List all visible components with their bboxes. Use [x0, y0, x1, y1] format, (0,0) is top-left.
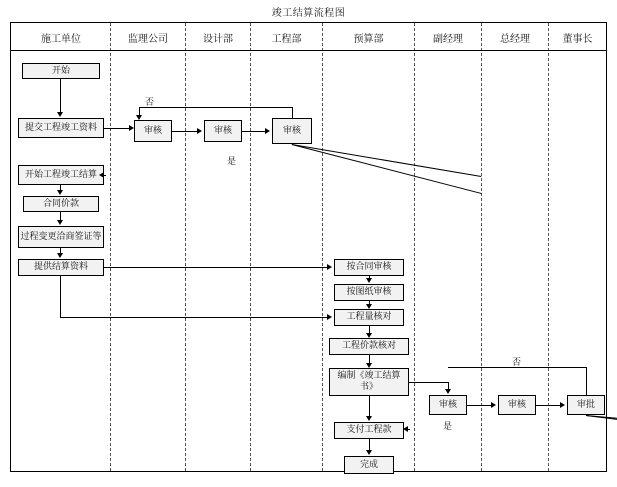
edge-prepare-down-vice	[448, 382, 449, 389]
edge-start-to-submit	[60, 79, 61, 113]
arrowhead-general-to-chairman	[560, 402, 565, 408]
arrowhead-change-to-provide	[57, 253, 63, 258]
edge-label-yes-top: 是	[227, 157, 237, 167]
node-provide-settlement-docs[interactable]: 提供结算资料	[18, 259, 104, 276]
arrowhead-yes-to-settlement	[99, 172, 104, 178]
arrowhead-quantity-to-price	[366, 333, 372, 338]
column-separator-7	[548, 23, 549, 471]
node-review-by-contract[interactable]: 按合同审核	[334, 259, 404, 276]
edge-no-up-bottom	[586, 367, 587, 395]
edge-yes-to-settlement	[104, 175, 106, 176]
node-review-supervision[interactable]: 审核	[134, 120, 172, 142]
column-header-construction-unit: 施工单位	[41, 34, 81, 45]
edge-prepare-to-vice-manager	[409, 382, 448, 383]
column-header-engineering-dept: 工程部	[271, 34, 302, 45]
edge-vice-to-general	[467, 405, 492, 406]
node-price-check[interactable]: 工程价款核对	[329, 338, 409, 355]
edge-yes-diagonal-lower	[292, 144, 482, 194]
arrowhead-supervision-to-design	[197, 128, 202, 134]
node-start-settlement[interactable]: 开始工程竣工结算	[18, 165, 104, 185]
arrowhead-start-to-submit	[57, 112, 63, 117]
edge-provide-to-contract-review	[104, 267, 328, 268]
column-header-vice-manager: 副经理	[433, 34, 463, 45]
column-header-supervision-company: 监理公司	[128, 34, 168, 45]
node-contract-price[interactable]: 合同价款	[23, 196, 99, 212]
node-finish[interactable]: 完成	[344, 456, 394, 474]
arrowhead-no-to-supervision	[136, 115, 142, 120]
arrowhead-price-to-prepare	[366, 363, 372, 368]
arrowhead-yes-to-pay	[403, 426, 408, 432]
column-separator-4	[322, 23, 323, 471]
edge-provide-down	[60, 276, 61, 317]
edge-no-up-top	[292, 107, 293, 119]
edge-label-no-top: 否	[145, 98, 155, 108]
edge-submit-to-supervision-review	[104, 128, 130, 129]
edge-to-quantity-check	[60, 317, 328, 318]
column-separator-1	[110, 23, 111, 471]
arrowhead-drawings-to-quantity	[366, 304, 372, 309]
node-submit-completion-docs[interactable]: 提交工程竣工资料	[18, 118, 104, 138]
node-approve-chairman[interactable]: 审批	[567, 395, 605, 415]
edge-supervision-to-design	[172, 131, 198, 132]
arrowhead-design-to-engineering	[265, 128, 270, 134]
arrowhead-to-quantity-check	[327, 314, 332, 320]
edge-label-no-bottom: 否	[512, 358, 522, 368]
arrowhead-vice-to-general	[491, 402, 496, 408]
edge-design-to-engineering	[242, 131, 266, 132]
column-separator-6	[481, 23, 482, 471]
column-header-budget-dept: 预算部	[353, 34, 384, 45]
arrowhead-contract-to-change	[57, 220, 63, 225]
node-pay-project-funds[interactable]: 支付工程款	[334, 422, 404, 439]
edge-yes-diagonal-upper	[292, 144, 481, 177]
node-quantity-check[interactable]: 工程量核对	[334, 309, 404, 326]
node-prepare-settlement-book[interactable]: 编制《竣工结算书》	[329, 368, 409, 396]
node-review-by-drawings[interactable]: 按图纸审核	[334, 284, 404, 301]
edge-general-to-chairman	[536, 405, 561, 406]
edge-no-horizontal-top	[139, 107, 293, 108]
arrowhead-prepare-to-vice-manager	[445, 389, 451, 394]
node-review-vice-manager[interactable]: 审核	[429, 395, 467, 415]
edge-yes-diagonal-bottom-lower	[586, 415, 617, 439]
node-review-general-manager[interactable]: 审核	[498, 395, 536, 415]
node-change-negotiation[interactable]: 过程变更洽商签证等	[18, 226, 104, 248]
column-separator-2	[185, 23, 186, 471]
column-header-general-manager: 总经理	[500, 34, 530, 45]
edge-label-yes-bottom: 是	[443, 422, 453, 432]
arrowhead-pay-to-finish	[366, 450, 372, 455]
node-review-engineering[interactable]: 审核	[272, 118, 312, 144]
column-header-chairman: 董事长	[562, 34, 593, 45]
column-separator-5	[414, 23, 415, 471]
arrowhead-contract-to-drawings	[366, 278, 372, 283]
flowchart-frame	[10, 22, 607, 472]
header-divider	[11, 50, 606, 51]
edge-prepare-to-pay	[369, 396, 370, 417]
node-review-design[interactable]: 审核	[204, 120, 242, 142]
page-title: 竣工结算流程图	[271, 8, 346, 19]
arrowhead-prepare-to-pay	[366, 416, 372, 421]
column-separator-3	[250, 23, 251, 471]
edge-price-to-prepare	[369, 355, 370, 363]
edge-contract-to-change	[60, 212, 61, 220]
column-header-design-dept: 设计部	[203, 34, 233, 45]
node-start[interactable]: 开始	[22, 63, 100, 79]
arrowhead-provide-to-contract-review	[327, 264, 332, 270]
arrowhead-settlement-to-contract	[57, 190, 63, 195]
